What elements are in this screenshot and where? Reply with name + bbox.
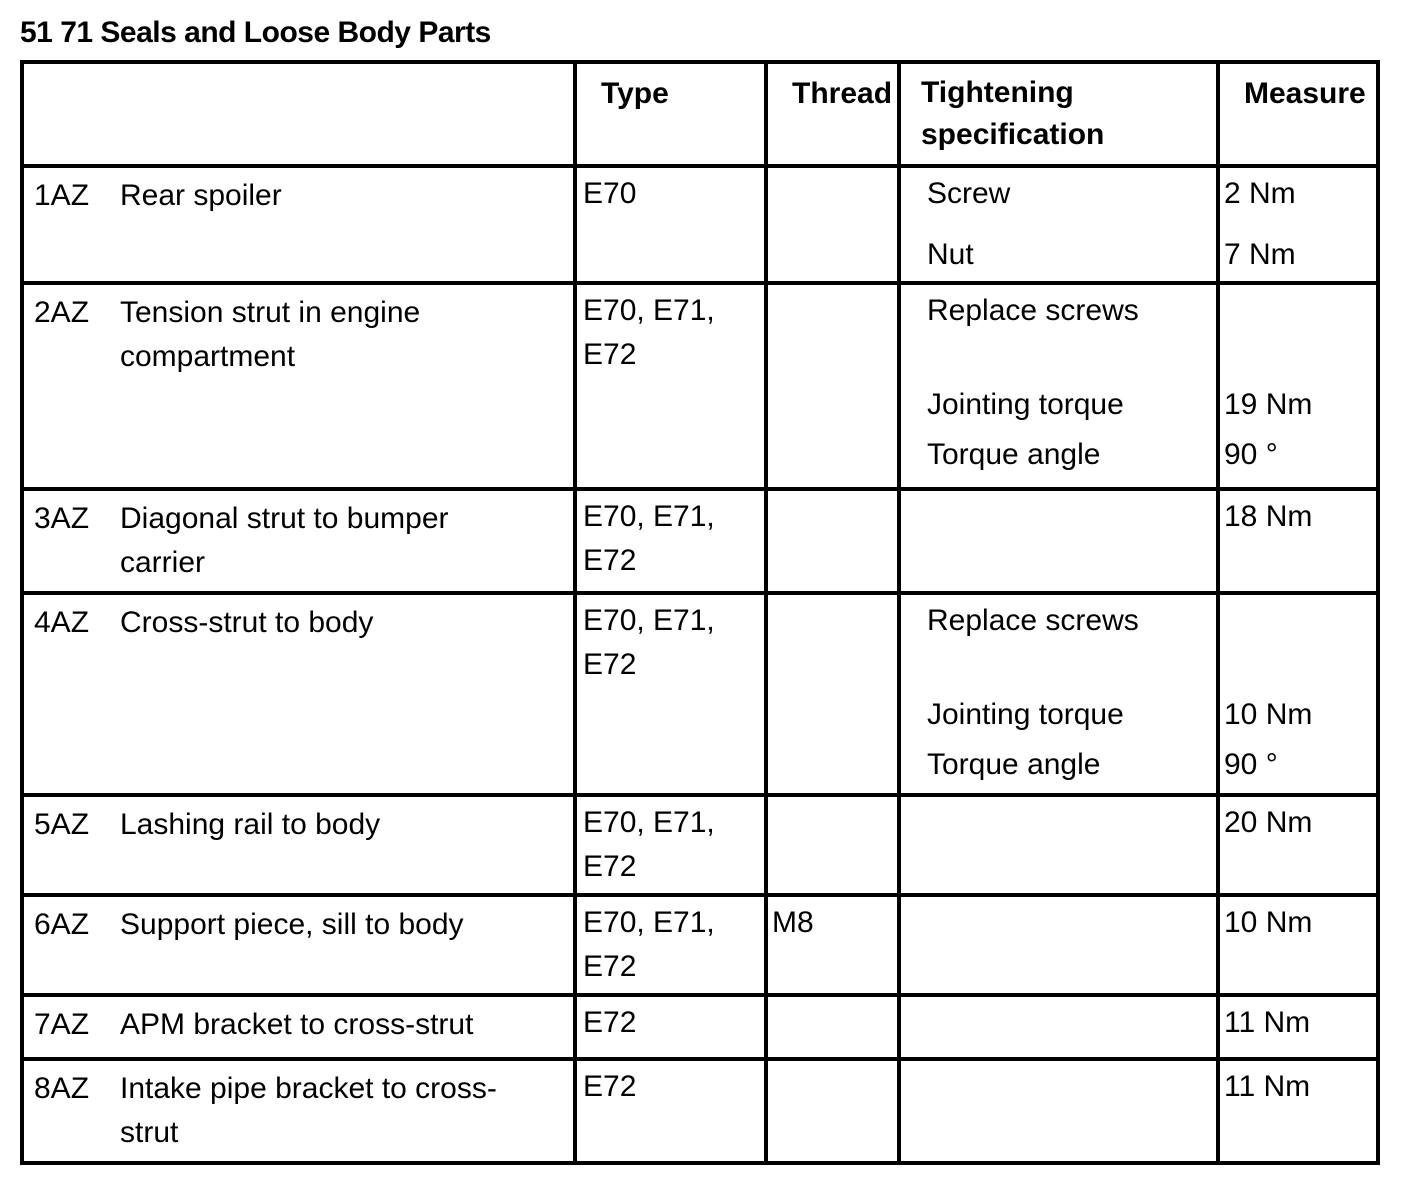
position-code: 3AZ [34, 502, 90, 535]
position-code: 7AZ [34, 1008, 90, 1041]
type-value: E70, E71, [583, 294, 715, 327]
measure-value: 18 Nm [1224, 500, 1313, 533]
spec-cell [899, 1059, 1218, 1163]
type-value: E72 [583, 850, 637, 883]
thread-cell [766, 795, 899, 895]
thread-value: M8 [772, 906, 814, 939]
header-thread: Thread [766, 62, 899, 166]
header-tightening [899, 62, 1218, 166]
type-cell [575, 795, 766, 895]
type-value: E72 [583, 1006, 637, 1039]
measure-value: 2 Nm [1224, 177, 1296, 210]
table-row [22, 995, 1378, 1059]
measure-cell [1218, 1059, 1378, 1163]
type-cell [575, 166, 766, 283]
spec-value: Torque angle [927, 748, 1101, 781]
position-code: 6AZ [34, 908, 90, 941]
measure-value: 10 Nm [1224, 698, 1313, 731]
spec-value: Jointing torque [927, 388, 1124, 421]
position-code: 8AZ [34, 1072, 90, 1105]
measure-value: 90 ° [1224, 438, 1278, 471]
measure-cell [1218, 593, 1378, 795]
table-row [22, 593, 1378, 795]
thread-cell [766, 489, 899, 593]
spec-cell [899, 283, 1218, 489]
measure-cell [1218, 995, 1378, 1059]
header-tightening-line1: Tightening [921, 76, 1074, 109]
part-cell [22, 489, 575, 593]
part-name: APM bracket to cross-strut [120, 1008, 474, 1041]
type-cell [575, 995, 766, 1059]
type-cell [575, 593, 766, 795]
part-name: Rear spoiler [120, 179, 282, 212]
thread-cell [766, 283, 899, 489]
spec-value: Screw [927, 177, 1011, 210]
part-name: Diagonal strut to bumper [120, 502, 449, 535]
spec-value: Nut [927, 238, 974, 271]
measure-value: 90 ° [1224, 748, 1278, 781]
type-value: E72 [583, 338, 637, 371]
measure-value: 10 Nm [1224, 906, 1313, 939]
type-cell [575, 283, 766, 489]
header-row [22, 62, 1378, 166]
measure-value: 11 Nm [1224, 1006, 1311, 1039]
measure-value: 11 Nm [1224, 1070, 1311, 1103]
spec-cell [899, 795, 1218, 895]
type-value: E72 [583, 950, 637, 983]
type-value: E70, E71, [583, 906, 715, 939]
part-name: Intake pipe bracket to cross- [120, 1072, 497, 1105]
type-value: E72 [583, 544, 637, 577]
thread-cell [766, 1059, 899, 1163]
position-code: 2AZ [34, 296, 90, 329]
type-value: E70 [583, 177, 637, 210]
part-name: strut [120, 1116, 179, 1149]
spec-value: Jointing torque [927, 698, 1124, 731]
measure-value: 19 Nm [1224, 388, 1313, 421]
header-part [22, 62, 575, 166]
part-cell [22, 795, 575, 895]
header-measure: Measure [1218, 62, 1378, 166]
thread-cell [766, 995, 899, 1059]
part-cell [22, 283, 575, 489]
header-type: Type [575, 62, 766, 166]
part-name: Support piece, sill to body [120, 908, 464, 941]
part-name: carrier [120, 546, 206, 579]
part-cell [22, 895, 575, 995]
part-name: Tension strut in engine [120, 296, 421, 329]
part-name: Lashing rail to body [120, 808, 381, 841]
part-cell [22, 166, 575, 283]
table-row [22, 166, 1378, 283]
spec-value: Replace screws [927, 604, 1139, 637]
measure-cell [1218, 895, 1378, 995]
spec-table [20, 60, 1380, 1165]
table-row [22, 1059, 1378, 1163]
part-cell [22, 1059, 575, 1163]
table-row [22, 895, 1378, 995]
table-row [22, 795, 1378, 895]
measure-cell [1218, 166, 1378, 283]
measure-cell [1218, 795, 1378, 895]
part-name: Cross-strut to body [120, 606, 374, 639]
page-title: 51 71 Seals and Loose Body Parts [20, 16, 491, 49]
position-code: 4AZ [34, 606, 90, 639]
type-value: E70, E71, [583, 604, 715, 637]
thread-cell [766, 593, 899, 795]
type-cell [575, 489, 766, 593]
spec-cell [899, 166, 1218, 283]
type-value: E70, E71, [583, 500, 715, 533]
position-code: 5AZ [34, 808, 90, 841]
spec-cell [899, 593, 1218, 795]
thread-cell [766, 166, 899, 283]
spec-value: Torque angle [927, 438, 1101, 471]
part-name: compartment [120, 340, 296, 373]
part-cell [22, 995, 575, 1059]
table-row [22, 283, 1378, 489]
measure-value: 7 Nm [1224, 238, 1296, 271]
measure-cell [1218, 283, 1378, 489]
measure-cell [1218, 489, 1378, 593]
type-value: E70, E71, [583, 806, 715, 839]
header-tightening-line2: specification [921, 118, 1105, 151]
measure-value: 20 Nm [1224, 806, 1313, 839]
spec-cell [899, 895, 1218, 995]
type-value: E72 [583, 1070, 637, 1103]
table-row [22, 489, 1378, 593]
part-cell [22, 593, 575, 795]
position-code: 1AZ [34, 179, 90, 212]
spec-value: Replace screws [927, 294, 1139, 327]
spec-cell [899, 995, 1218, 1059]
type-value: E72 [583, 648, 637, 681]
type-cell [575, 1059, 766, 1163]
thread-cell [766, 895, 899, 995]
spec-cell [899, 489, 1218, 593]
type-cell [575, 895, 766, 995]
